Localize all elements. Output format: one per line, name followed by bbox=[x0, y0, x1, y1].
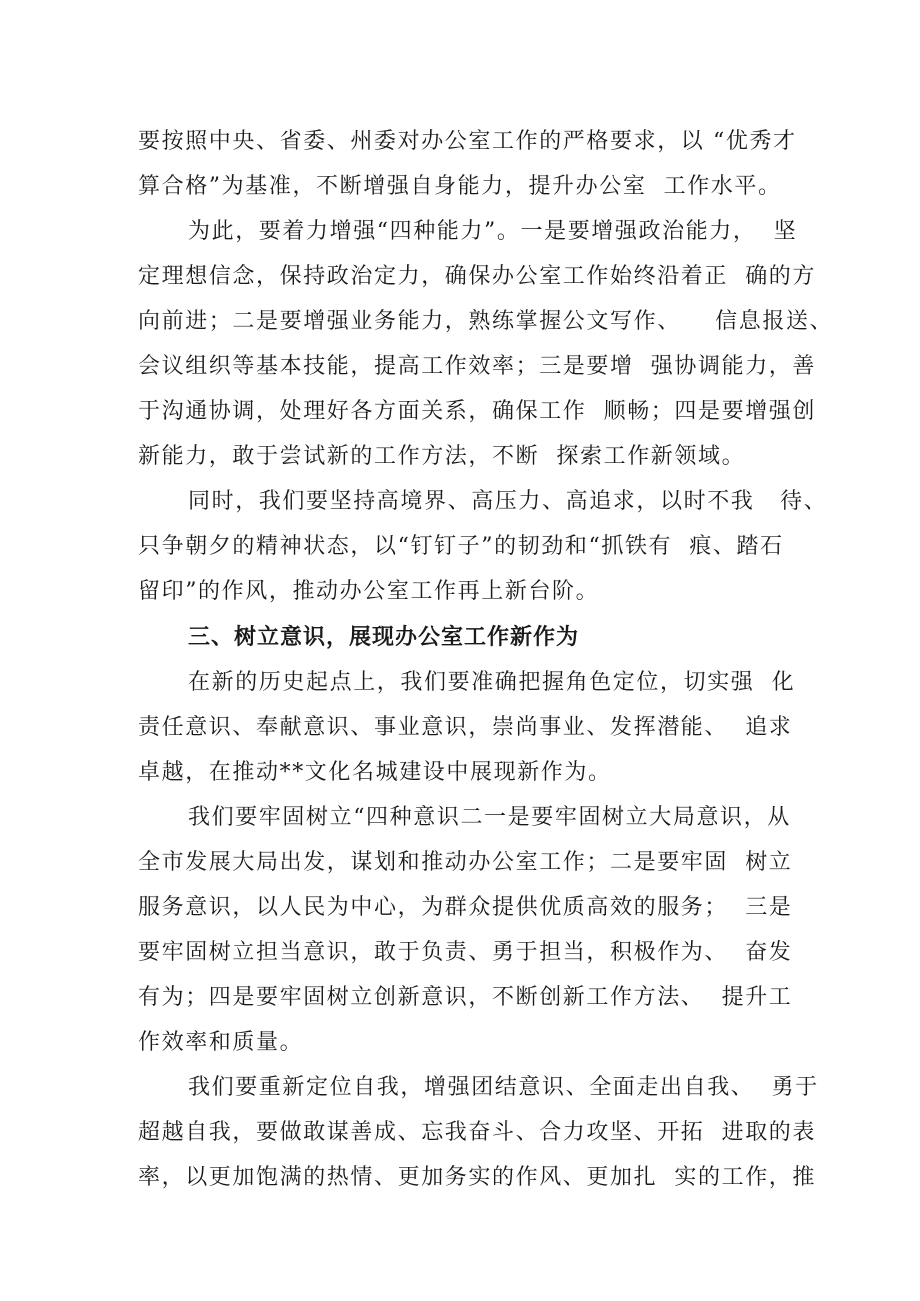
text-line: 只争朝夕的精神状态，以“钉钉子”的韧劲和“抓铁有 痕、踏石 bbox=[138, 534, 784, 559]
text-line: 率，以更加饱满的热情、更加务实的作风、更加扎 实的工作，推 bbox=[138, 1165, 816, 1190]
section-heading: 三、树立意识，展现办公室工作新作为 bbox=[188, 625, 580, 650]
text-line: 作效率和质量。 bbox=[138, 1030, 304, 1055]
text-line: 同时，我们要坚持高境界、高压力、高追求，以时不我 待、 bbox=[188, 489, 828, 514]
text-line: 算合格”为基准，不断增强自身能力，提升办公室 工作水平。 bbox=[138, 174, 782, 199]
text-line: 新能力，敢于尝试新的工作方法，不断 探索工作新领域。 bbox=[138, 444, 746, 469]
text-line: 于沟通协调，处理好各方面关系，确保工作 顺畅；四是要增强创 bbox=[138, 399, 816, 424]
text-line: 我们要重新定位自我，增强团结意识、全面走出自我、 勇于 bbox=[188, 1075, 819, 1100]
text-line: 为此，要着力增强“四种能力”。一是要增强政治能力， 坚 bbox=[188, 219, 798, 244]
text-line: 全市发展大局出发，谋划和推动办公室工作；二是要牢固 树立 bbox=[138, 850, 793, 875]
text-line: 会议组织等基本技能，提高工作效率；三是要增 强协调能力，善 bbox=[138, 354, 816, 379]
text-line: 向前进；二是要增强业务能力，熟练掌握公文写作、 信息报送、 bbox=[138, 309, 834, 334]
text-line: 责任意识、奉献意识、事业意识，崇尚事业、发挥潜能、 追求 bbox=[138, 715, 793, 740]
text-line: 要按照中央、省委、州委对办公室工作的严格要求，以 “优秀才 bbox=[138, 129, 797, 154]
text-line: 我们要牢固树立“四种意识二一是要牢固树立大局意识，从 bbox=[188, 805, 791, 830]
text-line: 在新的历史起点上，我们要准确把握角色定位，切实强 化 bbox=[188, 670, 796, 695]
text-line: 卓越，在推动**文化名城建设中展现新作为。 bbox=[138, 760, 612, 785]
text-line: 要牢固树立担当意识，敢于负责、勇于担当，积极作为、 奋发 bbox=[138, 940, 793, 965]
text-line: 留印”的作风，推动办公室工作再上新台阶。 bbox=[138, 579, 600, 604]
text-line: 服务意识，以人民为中心，为群众提供优质高效的服务； 三是 bbox=[138, 895, 793, 920]
text-line: 有为；四是要牢固树立创新意识，不断创新工作方法、 提升工 bbox=[138, 985, 793, 1010]
text-line: 超越自我，要做敢谋善成、忘我奋斗、合力攻坚、开拓 进取的表 bbox=[138, 1120, 816, 1145]
text-line: 定理想信念，保持政治定力，确保办公室工作始终沿着正 确的方 bbox=[138, 264, 816, 289]
